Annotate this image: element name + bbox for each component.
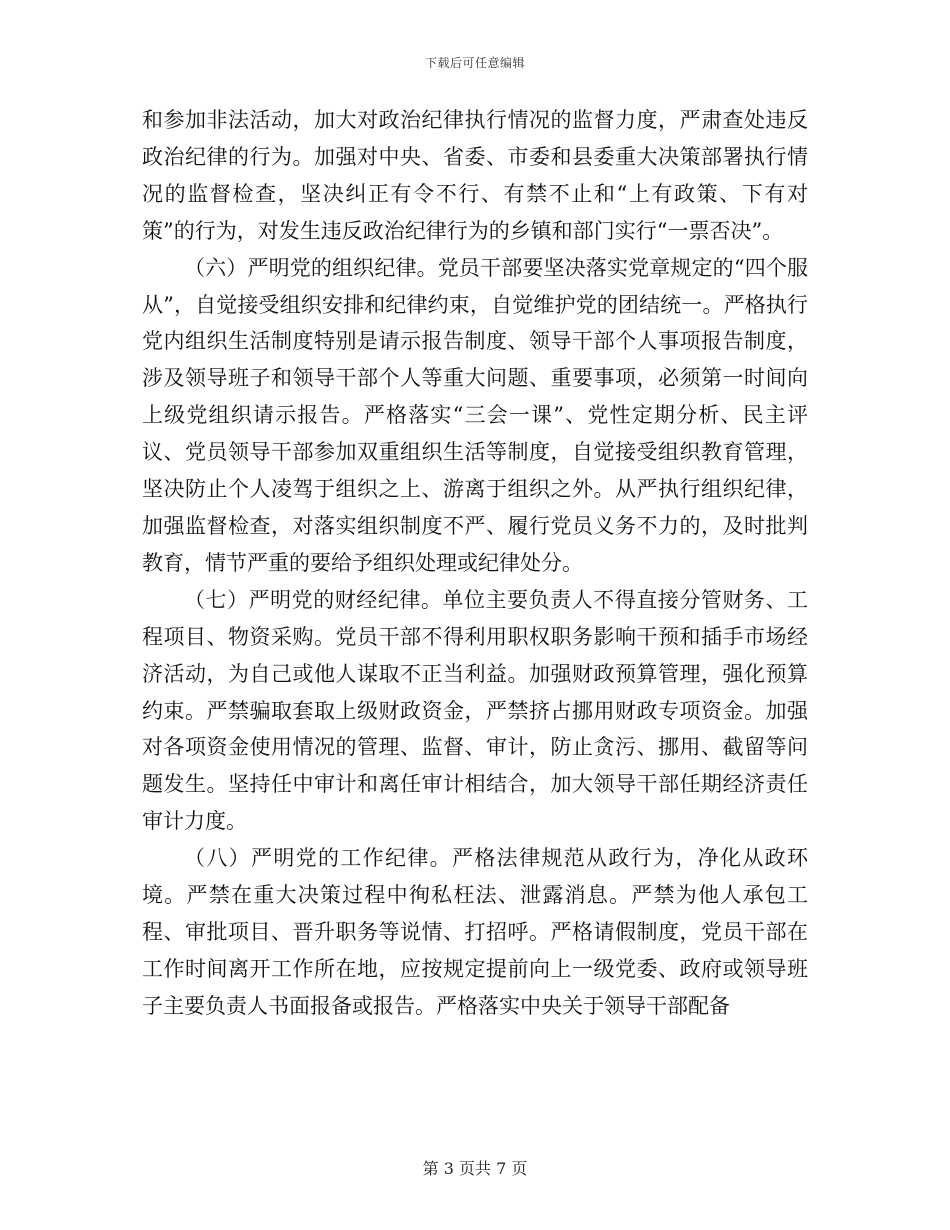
paragraph-financial-discipline: （七）严明党的财经纪律。单位主要负责人不得直接分管财务、工程项目、物资采购。党员干部不得利用职权职务影响干预和插手市场经济活动，为自己或他人谋取不正当利益。加强财政预算管理，强化预算约束。严禁骗取套取上级财政资金，严禁挤占挪用财政专项资金。加强对各项资金使用情况的管理、监督、审计，防止贪污、挪用、截留等问题发生。坚持任中审计和离任审计相结合，加大领导干部任期经济责任审计力度。 <box>142 587 808 834</box>
paragraph-continuation: 和参加非法活动，加大对政治纪律执行情况的监督力度，严肃查处违反政治纪律的行为。加强对中央、省委、市委和县委重大决策部署执行情况的监督检查，坚决纠正有令不行、有禁不止和“上有政策、下有对策”的行为，对发生违反政治纪律行为的乡镇和部门实行“一票否决”。 <box>142 108 808 243</box>
page-footer: 第 3 页共 7 页 <box>422 1159 528 1178</box>
document-body <box>142 102 808 1025</box>
paragraph-organizational-discipline: （六）严明党的组织纪律。党员干部要坚决落实党章规定的“四个服从”，自觉接受组织安排和纪律约束，自觉维护党的团结统一。严格执行党内组织生活制度特别是请示报告制度、领导干部个人事项报告制度，涉及领导班子和领导干部个人等重大问题、重要事项，必须第一时间向上级党组织请示报告。严格落实“三会一课”、党性定期分析、民主评议、党员领导干部参加双重组织生活等制度，自觉接受组织教育管理，坚决防止个人凌驾于组织之上、游离于组织之外。从严执行组织纪律，加强监督检查，对落实组织制度不严、履行党员义务不力的，及时批判教育，情节严重的要给予组织处理或纪律处分。 <box>142 255 808 575</box>
page-header: 下载后可任意编辑 <box>424 56 525 70</box>
paragraph-work-discipline: （八）严明党的工作纪律。严格法律规范从政行为，净化从政环境。严禁在重大决策过程中徇私枉法、泄露消息。严禁为他人承包工程、审批项目、晋升职务等说情、打招呼。严格请假制度，党员干部在工作时间离开工作所在地，应按规定提前向上一级党委、政府或领导班子主要负责人书面报备或报告。严格落实中央关于领导干部配备 <box>142 846 808 1018</box>
